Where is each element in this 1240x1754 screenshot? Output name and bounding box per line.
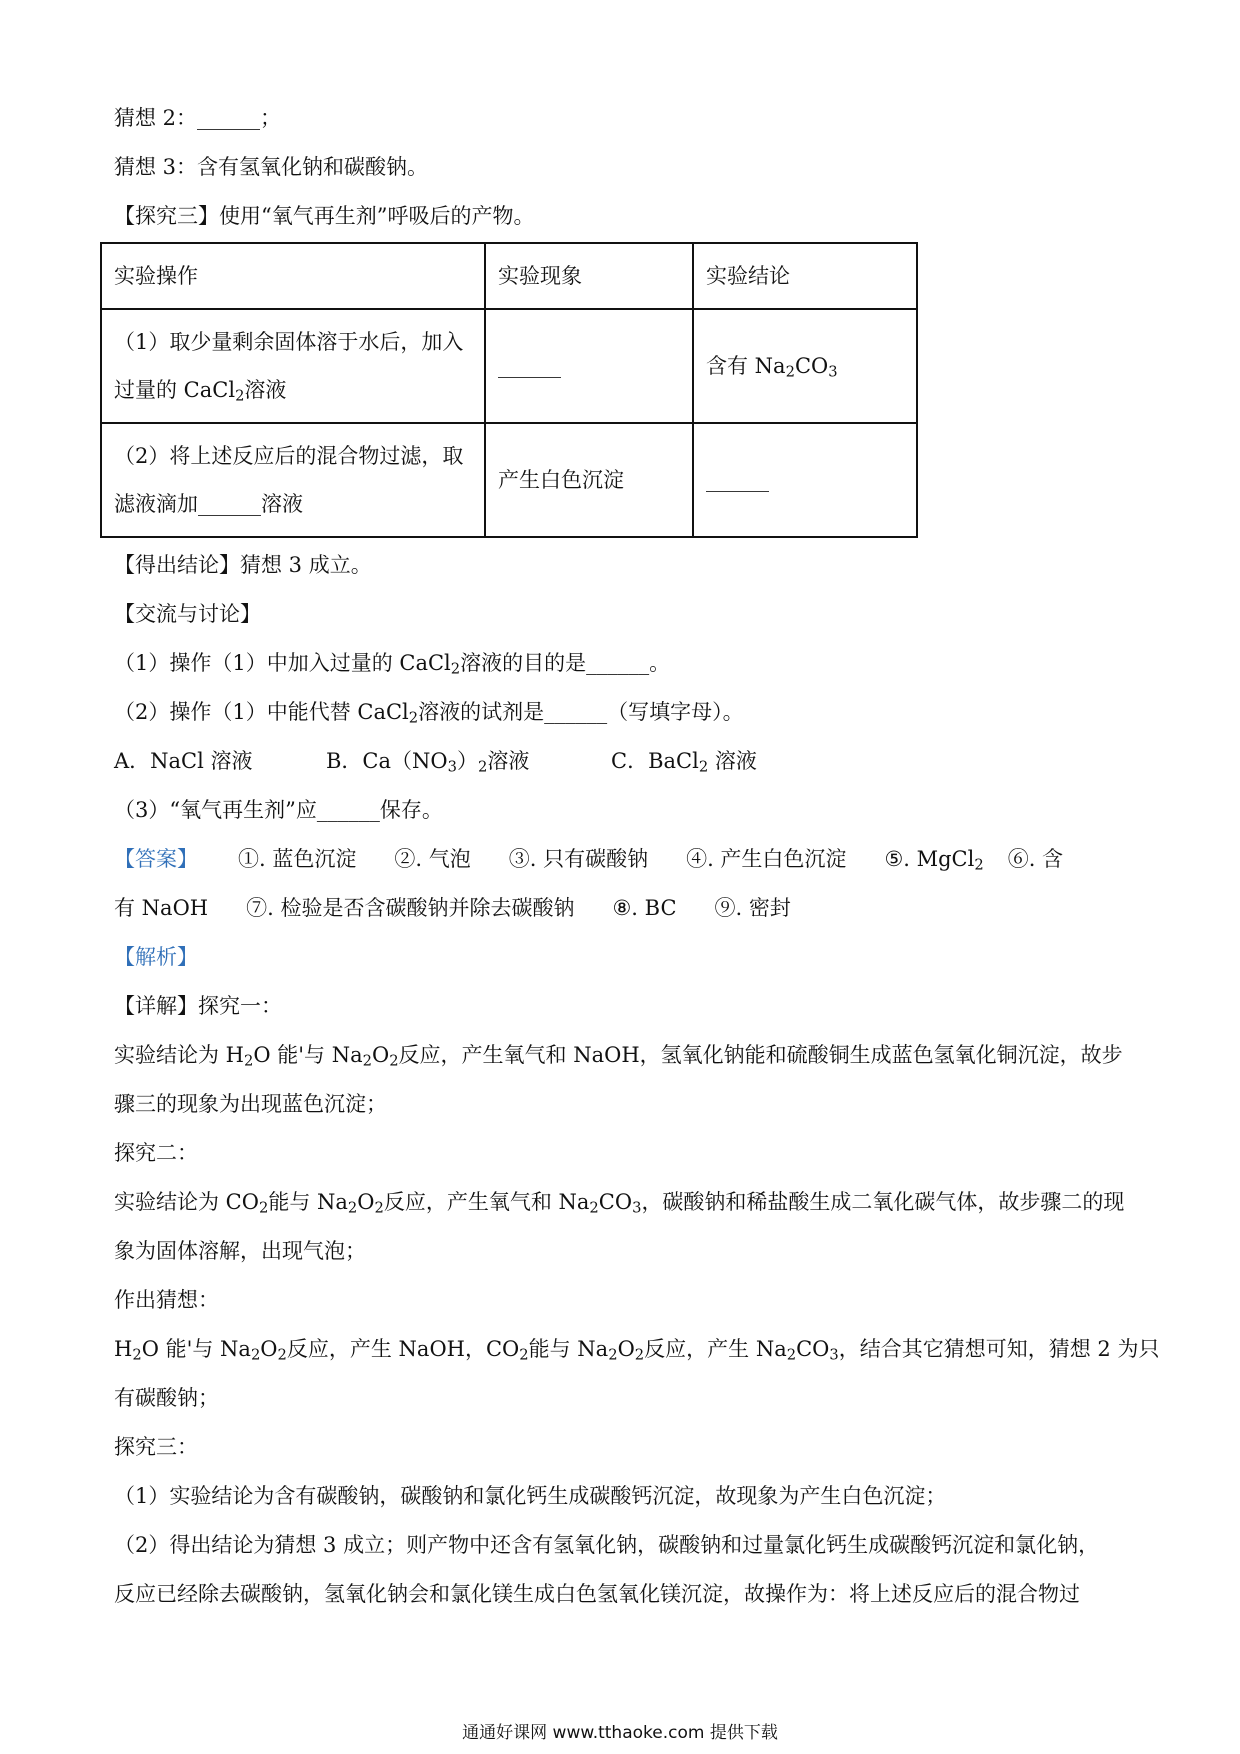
option-c: C．BaCl$_2$ 溶液 [611,749,757,776]
detail-1-line-2: 骤三的现象为出现蓝色沉淀； [114,1092,387,1116]
answer-6-cont: 有 NaOH [114,896,209,920]
detail-3-line-2: 有碳酸钠； [114,1386,219,1410]
guess-3: 猜想 3：含有氢氧化钠和碳酸钠。 [114,155,429,179]
table-row [101,423,917,537]
detail-5-line-1: （2）得出结论为猜想 3 成立；则产物中还含有氢氧化钠，碳酸钠和过量氯化钙生成碳酸钙沉淀和氯化钠， [114,1533,1100,1557]
answers-line-1 [114,844,1063,874]
row2-op-line2: 滤液滴加______溶液 [114,492,303,516]
table-header-row [101,243,917,309]
explore-3-label: 探究三： [114,1435,198,1459]
analysis-label: 【解析】 [114,945,198,969]
table-row [101,309,917,423]
answer-4: ④. 产生白色沉淀 [686,847,847,871]
row1-conclusion: 含有 $Na_2CO_3$ [693,309,917,423]
option-a: A．NaCl 溶液 [114,749,253,773]
answer-6: ⑥. 含 [1007,847,1064,871]
question-3: （3）“氧气再生剂”应______保存。 [114,798,443,822]
row2-phenomenon: 产生白色沉淀 [485,423,693,537]
detail-3-line-1: $H_2O$ 能'与 $Na_2O_2$反应，产生 NaOH，$CO_2$能与 $Na_2O_2$反应，产生 $Na_2CO_3$，结合其它猜想可知，猜想 2 为只 [114,1337,1160,1364]
experiment-table [100,242,918,538]
option-b: B．$Ca(NO_3)_2$溶液 [326,749,530,776]
detail-title: 【详解】探究一： [114,994,282,1018]
page-footer: 通通好课网 www.tthaoke.com 提供下载 [462,1723,778,1743]
answer-3: ③. 只有碳酸钠 [508,847,649,871]
guess-2: 猜想 2：______； [114,106,282,130]
row1-phenomenon: ______ [485,309,693,423]
header-phenomenon: 实验现象 [485,243,693,309]
answer-5: ⑤. MgCl$_2$ [884,847,984,874]
row2-op-line1: （2）将上述反应后的混合物过滤，取 [114,444,464,468]
detail-5-line-2: 反应已经除去碳酸钠，氢氧化钠会和氯化镁生成白色氢氧化镁沉淀，故操作为：将上述反应后的混合物过 [114,1582,1080,1606]
explore-3-title: 【探究三】使用“氧气再生剂”呼吸后的产物。 [114,204,535,228]
answer-label: 【答案】 [114,847,198,871]
answer-1: ①. 蓝色沉淀 [238,847,357,871]
row2-conclusion: ______ [693,423,917,537]
detail-2-line-2: 象为固体溶解，出现气泡； [114,1239,366,1263]
answers-line-2 [114,893,791,923]
row1-operation [101,309,485,423]
header-operation: 实验操作 [101,243,485,309]
conclusion-text: 【得出结论】猜想 3 成立。 [114,553,372,577]
answer-7: ⑦. 检验是否含碳酸钠并除去碳酸钠 [246,896,575,920]
detail-4: （1）实验结论为含有碳酸钠，碳酸钠和氯化钙生成碳酸钙沉淀，故现象为产生白色沉淀； [114,1484,947,1508]
detail-1-line-1: 实验结论为 $H_2O$ 能'与 $Na_2O_2$反应，产生氧气和 NaOH，氢氧化钠能和硫酸铜生成蓝色氢氧化铜沉淀，故步 [114,1043,1123,1070]
row1-op-line2: 过量的 CaCl$_2$溶液 [114,378,287,405]
question-1: （1）操作（1）中加入过量的 CaCl$_2$溶液的目的是______。 [114,651,671,678]
options-line [114,746,757,776]
row2-operation [101,423,485,537]
explore-2-label: 探究二： [114,1141,198,1165]
answer-9: ⑨. 密封 [714,896,791,920]
row1-op-line1: （1）取少量剩余固体溶于水后，加入 [114,330,464,354]
question-2: （2）操作（1）中能代替 CaCl$_2$溶液的试剂是______（写填字母）。 [114,700,744,727]
discussion-title: 【交流与讨论】 [114,602,261,626]
header-conclusion: 实验结论 [693,243,917,309]
answer-8: ⑧. BC [612,896,677,920]
detail-2-line-1: 实验结论为 $CO_2$能与 $Na_2O_2$反应，产生氧气和 $Na_2CO_3$，碳酸钠和稀盐酸生成二氧化碳气体，故步骤二的现 [114,1190,1125,1217]
answer-2: ②. 气泡 [394,847,471,871]
guess-title: 作出猜想： [114,1288,219,1312]
